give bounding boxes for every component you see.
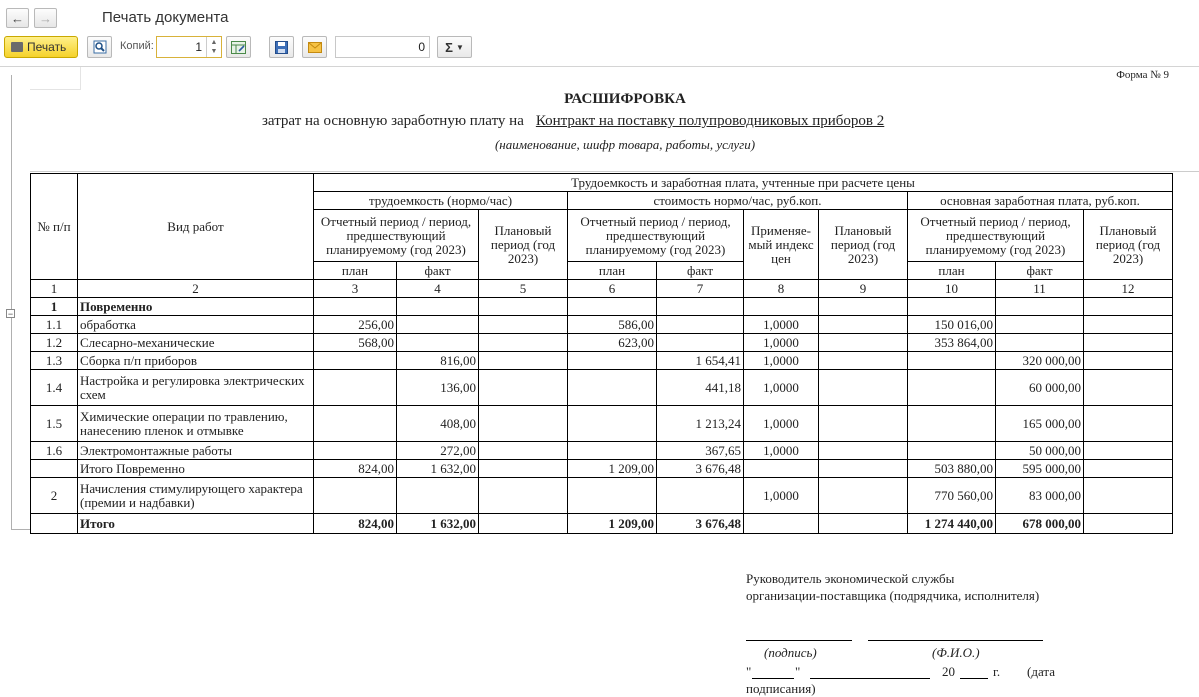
document-title: РАСШИФРОВКА — [564, 91, 686, 107]
value-cell: 595 000,00 — [996, 460, 1084, 478]
date-day-line — [752, 678, 794, 679]
value-cell: 816,00 — [397, 352, 479, 370]
value-cell — [568, 298, 657, 316]
value-cell — [1084, 370, 1173, 406]
date-year-suffix: г. — [993, 664, 1001, 679]
column-number-cell: 1 — [31, 280, 78, 298]
value-cell — [819, 460, 908, 478]
header-cost: стоимость нормо/час, руб.коп. — [568, 192, 908, 210]
row-number-cell: 1.2 — [31, 334, 78, 352]
value-cell: 623,00 — [568, 334, 657, 352]
column-number-cell: 11 — [996, 280, 1084, 298]
header-plan: план — [908, 262, 996, 280]
value-cell — [1084, 352, 1173, 370]
value-cell — [819, 298, 908, 316]
fio-note: (Ф.И.О.) — [932, 645, 980, 660]
value-cell — [1084, 316, 1173, 334]
value-cell — [996, 316, 1084, 334]
header-separator — [30, 171, 1199, 172]
back-button[interactable] — [6, 8, 29, 28]
value-cell — [479, 478, 568, 514]
copies-value: 1 — [195, 40, 202, 54]
value-cell: 1 632,00 — [397, 460, 479, 478]
email-button[interactable] — [302, 36, 327, 58]
window-title: Печать документа — [102, 9, 229, 26]
value-cell — [314, 442, 397, 460]
value-cell — [314, 352, 397, 370]
value-cell — [479, 298, 568, 316]
value-cell — [479, 334, 568, 352]
copies-spinner[interactable] — [206, 37, 221, 57]
value-cell: 1 209,00 — [568, 514, 657, 534]
date-note-cont: подписания) — [746, 681, 816, 696]
value-cell — [397, 478, 479, 514]
floppy-icon — [275, 41, 288, 54]
row-number-cell: 2 — [31, 478, 78, 514]
preview-button[interactable] — [87, 36, 112, 58]
chevron-down-icon: ▼ — [455, 42, 464, 52]
header-plan: план — [568, 262, 657, 280]
signature-title-line1: Руководитель экономической службы — [746, 571, 955, 586]
column-number-cell: 2 — [78, 280, 314, 298]
table-row — [31, 478, 1173, 514]
spreadsheet-corner-cell — [30, 67, 81, 90]
value-cell — [568, 352, 657, 370]
header-plan-period: Плановый период (год 2023) — [479, 210, 568, 280]
value-cell: 441,18 — [657, 370, 744, 406]
value-cell — [657, 298, 744, 316]
print-button-label: Печать — [27, 40, 67, 54]
value-cell — [1084, 442, 1173, 460]
value-cell — [397, 316, 479, 334]
value-cell — [819, 370, 908, 406]
value-cell — [397, 298, 479, 316]
document-subtitle — [262, 113, 884, 130]
work-type-cell: Повременно — [78, 298, 314, 316]
value-cell: 1,0000 — [744, 334, 819, 352]
date-month-line — [810, 678, 930, 679]
value-cell: 1 209,00 — [568, 460, 657, 478]
row-number-cell: 1.1 — [31, 316, 78, 334]
date-note: (дата — [1027, 664, 1055, 679]
header-labor: трудоемкость (нормо/час) — [314, 192, 568, 210]
table-row — [31, 442, 1173, 460]
header-report-period: Отчетный период / период, предшествующий планируемому (год 2023) — [314, 210, 479, 262]
fio-line — [868, 640, 1043, 641]
value-cell — [1084, 460, 1173, 478]
value-cell — [744, 460, 819, 478]
value-cell: 320 000,00 — [996, 352, 1084, 370]
header-report-period: Отчетный период / период, предшествующий планируемому (год 2023) — [568, 210, 744, 262]
work-type-cell: Начисления стимулирующего характера (премии и надбавки) — [78, 478, 314, 514]
header-plan-period: Плановый период (год 2023) — [819, 210, 908, 280]
work-type-cell: Химические операции по травлению, нанесению пленок и отмывке — [78, 406, 314, 442]
header-plan: план — [314, 262, 397, 280]
value-cell — [568, 478, 657, 514]
header-group: Трудоемкость и заработная плата, учтенные при расчете цены — [314, 174, 1173, 192]
work-type-cell: Настройка и регулировка электрических схем — [78, 370, 314, 406]
value-cell: 256,00 — [314, 316, 397, 334]
signature-line — [746, 640, 852, 641]
value-cell: 1,0000 — [744, 442, 819, 460]
value-cell — [314, 370, 397, 406]
value-cell — [908, 370, 996, 406]
value-cell — [568, 442, 657, 460]
value-cell: 1,0000 — [744, 316, 819, 334]
column-number-cell: 10 — [908, 280, 996, 298]
form-number: Форма № 9 — [1116, 69, 1169, 81]
header-salary: основная заработная плата, руб.коп. — [908, 192, 1173, 210]
value-cell — [819, 334, 908, 352]
row-number-cell: 1.5 — [31, 406, 78, 442]
value-cell — [908, 442, 996, 460]
value-cell: 3 676,48 — [657, 514, 744, 534]
value-cell — [1084, 298, 1173, 316]
value-cell: 1 654,41 — [657, 352, 744, 370]
edit-button[interactable] — [226, 36, 251, 58]
date-year-line — [960, 678, 988, 679]
value-cell — [819, 514, 908, 534]
row-number-cell — [31, 460, 78, 478]
value-cell: 1 632,00 — [397, 514, 479, 534]
table-row — [31, 316, 1173, 334]
header-fact: факт — [397, 262, 479, 280]
header-report-period: Отчетный период / период, предшествующий планируемому (год 2023) — [908, 210, 1084, 262]
edit-table-icon — [231, 41, 246, 54]
row-number-cell: 1 — [31, 298, 78, 316]
printer-icon — [11, 42, 23, 52]
value-cell: 60 000,00 — [996, 370, 1084, 406]
column-number-cell: 8 — [744, 280, 819, 298]
value-cell — [657, 316, 744, 334]
value-cell — [314, 406, 397, 442]
value-cell — [1084, 514, 1173, 534]
work-type-cell: Итого — [78, 514, 314, 534]
row-number-cell: 1.4 — [31, 370, 78, 406]
value-cell — [314, 478, 397, 514]
contract-name: Контракт на поставку полупроводниковых приборов 2 — [535, 113, 885, 129]
save-button[interactable] — [269, 36, 294, 58]
value-cell: 83 000,00 — [996, 478, 1084, 514]
value-cell: 1,0000 — [744, 406, 819, 442]
value-cell: 1,0000 — [744, 370, 819, 406]
value-cell: 353 864,00 — [908, 334, 996, 352]
copies-input[interactable] — [156, 36, 222, 58]
column-number-cell: 3 — [314, 280, 397, 298]
value-cell — [996, 334, 1084, 352]
subtitle-note: (наименование, шифр товара, работы, услуги) — [494, 137, 756, 152]
value-cell — [819, 406, 908, 442]
value-cell — [996, 298, 1084, 316]
column-number-cell: 12 — [1084, 280, 1173, 298]
value-cell — [314, 298, 397, 316]
value-cell — [657, 334, 744, 352]
signature-title-line2: организации-поставщика (подрядчика, исполнителя) — [746, 588, 1040, 603]
date-quote-close: " — [795, 664, 801, 679]
column-number-cell: 5 — [479, 280, 568, 298]
column-number-cell: 4 — [397, 280, 479, 298]
work-type-cell: Электромонтажные работы — [78, 442, 314, 460]
report-table — [30, 173, 1173, 534]
document-area[interactable] — [0, 66, 1199, 697]
value-cell: 272,00 — [397, 442, 479, 460]
sum-field[interactable]: 0 — [335, 36, 430, 58]
value-cell: 503 880,00 — [908, 460, 996, 478]
value-cell — [479, 352, 568, 370]
arrow-right-icon: → — [39, 10, 52, 26]
header-num: № п/п — [31, 174, 78, 280]
row-number-cell: 1.6 — [31, 442, 78, 460]
value-cell — [819, 316, 908, 334]
header-fact: факт — [996, 262, 1084, 280]
value-cell: 586,00 — [568, 316, 657, 334]
value-cell: 3 676,48 — [657, 460, 744, 478]
value-cell: 678 000,00 — [996, 514, 1084, 534]
value-cell: 1 213,24 — [657, 406, 744, 442]
signature-note: (подпись) — [764, 645, 817, 660]
value-cell — [1084, 478, 1173, 514]
header-type: Вид работ — [78, 174, 314, 280]
value-cell: 150 016,00 — [908, 316, 996, 334]
value-cell — [479, 406, 568, 442]
table-row — [31, 334, 1173, 352]
work-type-cell: обработка — [78, 316, 314, 334]
value-cell — [568, 370, 657, 406]
arrow-left-icon: ← — [11, 10, 24, 26]
copies-label: Копий: — [120, 40, 154, 52]
header-plan-period: Плановый период (год 2023) — [1084, 210, 1173, 280]
value-cell: 165 000,00 — [996, 406, 1084, 442]
subtitle-prefix: затрат на основную заработную плату на — [262, 113, 524, 129]
spin-up-icon[interactable]: ▲ — [210, 39, 218, 46]
value-cell: 408,00 — [397, 406, 479, 442]
row-number-cell — [31, 514, 78, 534]
work-type-cell: Итого Повременно — [78, 460, 314, 478]
table-row — [31, 406, 1173, 442]
value-cell — [908, 298, 996, 316]
value-cell: 1 274 440,00 — [908, 514, 996, 534]
value-cell — [819, 352, 908, 370]
column-number-cell: 6 — [568, 280, 657, 298]
value-cell: 367,65 — [657, 442, 744, 460]
work-type-cell: Сборка п/п приборов — [78, 352, 314, 370]
envelope-icon — [308, 42, 322, 53]
value-cell: 824,00 — [314, 514, 397, 534]
sum-dropdown-button[interactable] — [437, 36, 472, 58]
magnifier-icon — [93, 40, 107, 54]
table-row — [31, 352, 1173, 370]
table-row — [31, 298, 1173, 316]
work-type-cell: Слесарно-механические — [78, 334, 314, 352]
value-cell — [479, 442, 568, 460]
row-number-cell: 1.3 — [31, 352, 78, 370]
print-button[interactable] — [4, 36, 78, 58]
value-cell — [819, 478, 908, 514]
column-number-cell: 7 — [657, 280, 744, 298]
value-cell: 1,0000 — [744, 352, 819, 370]
value-cell — [908, 406, 996, 442]
spin-down-icon[interactable]: ▼ — [210, 48, 218, 55]
value-cell: 1,0000 — [744, 478, 819, 514]
value-cell — [657, 478, 744, 514]
group-outline-tick — [11, 529, 31, 530]
value-cell — [479, 370, 568, 406]
value-cell — [819, 442, 908, 460]
value-cell: 50 000,00 — [996, 442, 1084, 460]
value-cell — [1084, 406, 1173, 442]
date-quote-open: " — [746, 664, 752, 679]
sigma-icon: Σ — [445, 39, 453, 55]
value-cell: 770 560,00 — [908, 478, 996, 514]
value-cell — [479, 460, 568, 478]
column-number-cell: 9 — [819, 280, 908, 298]
value-cell — [908, 352, 996, 370]
forward-button[interactable] — [34, 8, 57, 28]
value-cell — [568, 406, 657, 442]
date-year-prefix: 20 — [942, 664, 955, 679]
value-cell: 136,00 — [397, 370, 479, 406]
value-cell — [479, 514, 568, 534]
value-cell — [744, 514, 819, 534]
value-cell — [479, 316, 568, 334]
value-cell: 824,00 — [314, 460, 397, 478]
collapse-group-icon[interactable]: − — [7, 309, 14, 319]
value-cell — [397, 334, 479, 352]
table-row — [31, 370, 1173, 406]
value-cell — [1084, 334, 1173, 352]
header-fact: факт — [657, 262, 744, 280]
header-price-index: Применяе-мый индекс цен — [744, 210, 819, 280]
table-row — [31, 514, 1173, 534]
table-row — [31, 460, 1173, 478]
value-cell — [744, 298, 819, 316]
value-cell: 568,00 — [314, 334, 397, 352]
